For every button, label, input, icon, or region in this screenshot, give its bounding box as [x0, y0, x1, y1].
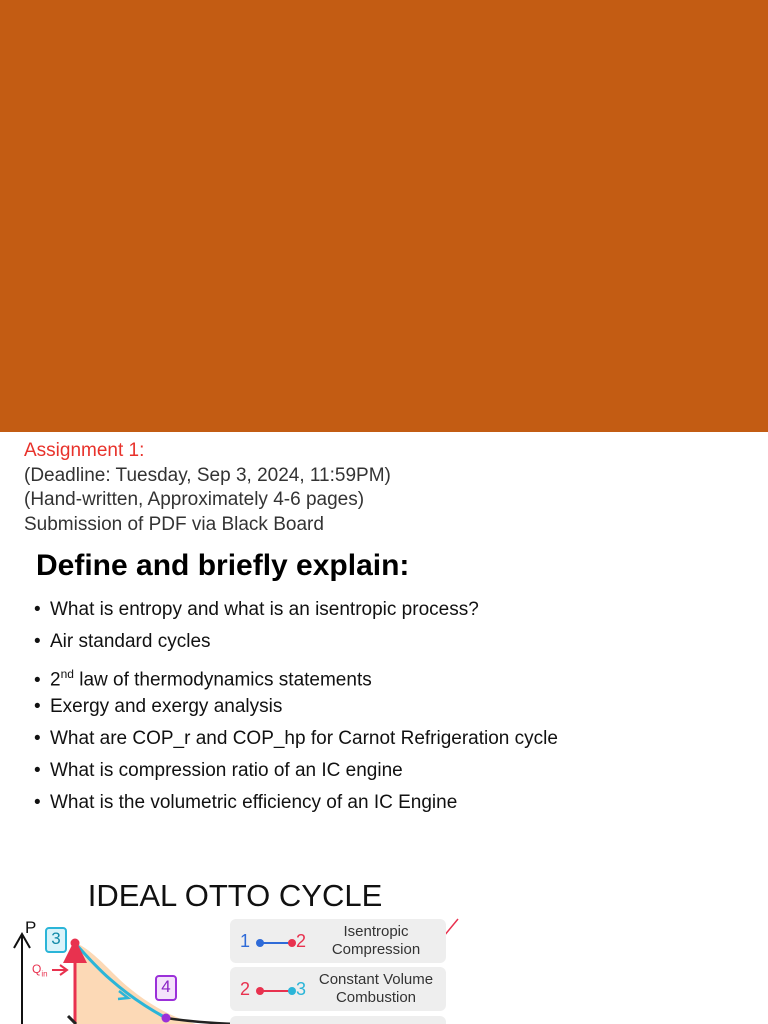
list-item — [34, 597, 558, 629]
list-item — [34, 661, 558, 693]
process-connector — [254, 967, 300, 1011]
process-end-state: 2 — [296, 931, 307, 951]
list-item — [34, 694, 558, 726]
process-end-state: 3 — [296, 979, 307, 999]
list-item — [34, 790, 558, 822]
process-connector — [254, 919, 300, 963]
list-item-text: What is entropy and what is an isentropic process? — [50, 599, 479, 620]
list-item-text: What is compression ratio of an IC engine — [50, 759, 403, 781]
state-3-label: 3 — [51, 929, 61, 948]
figure-title: IDEAL OTTO CYCLE — [87, 878, 383, 913]
orange-banner — [0, 0, 768, 432]
assignment-format: (Hand-written, Approximately 4-6 pages) — [24, 489, 365, 510]
process-box-next — [230, 1016, 446, 1024]
process-label-line: Isentropic — [343, 923, 409, 940]
process-label-line: Compression — [331, 941, 421, 958]
list-item-number: 2 — [50, 669, 61, 691]
cycle-shaded-area — [75, 943, 196, 1024]
assignment-submission: Submission of PDF via Black Board — [24, 513, 324, 535]
assignment-deadline: (Deadline: Tuesday, Sep 3, 2024, 11:59PM) — [24, 464, 391, 486]
list-item — [34, 758, 558, 790]
process-label-line: Constant Volume — [318, 971, 434, 988]
process-start-state: 1 — [240, 931, 251, 951]
list-item-text: What are COP_r and COP_hp for Carnot Refrigeration cycle — [50, 727, 558, 749]
list-item-superscript: nd — [60, 667, 74, 682]
process-box-1-2 — [230, 919, 446, 963]
assignment-title: Assignment 1: — [24, 440, 145, 461]
pressure-axis-label: P — [25, 918, 37, 937]
list-item — [34, 726, 558, 758]
question-list — [34, 597, 558, 822]
state-3-point — [71, 939, 80, 948]
list-item-text: Air standard cycles — [50, 631, 211, 653]
heat-in-subscript: in — [41, 969, 48, 979]
assignment-info — [24, 439, 391, 537]
process-label — [310, 923, 442, 959]
heat-in-label — [32, 962, 48, 978]
state-4-point — [162, 1014, 171, 1023]
process-box-2-3 — [230, 967, 446, 1011]
heat-in-symbol: Q — [32, 962, 42, 976]
process-label-line: Combustion — [335, 989, 417, 1006]
otto-cycle-figure — [6, 866, 464, 1024]
list-item-text: Exergy and exergy analysis — [50, 695, 283, 717]
list-item-text: What is the volumetric efficiency of an IC Engine — [50, 792, 458, 814]
process-start-state: 2 — [240, 979, 251, 999]
list-item-text: law of thermodynamics statements — [73, 669, 372, 691]
list-item — [34, 629, 558, 661]
process-label — [310, 971, 442, 1007]
section-heading: Define and briefly explain: — [36, 549, 410, 582]
heat-in-arrow-icon — [52, 965, 67, 975]
state-4-label: 4 — [161, 977, 171, 996]
